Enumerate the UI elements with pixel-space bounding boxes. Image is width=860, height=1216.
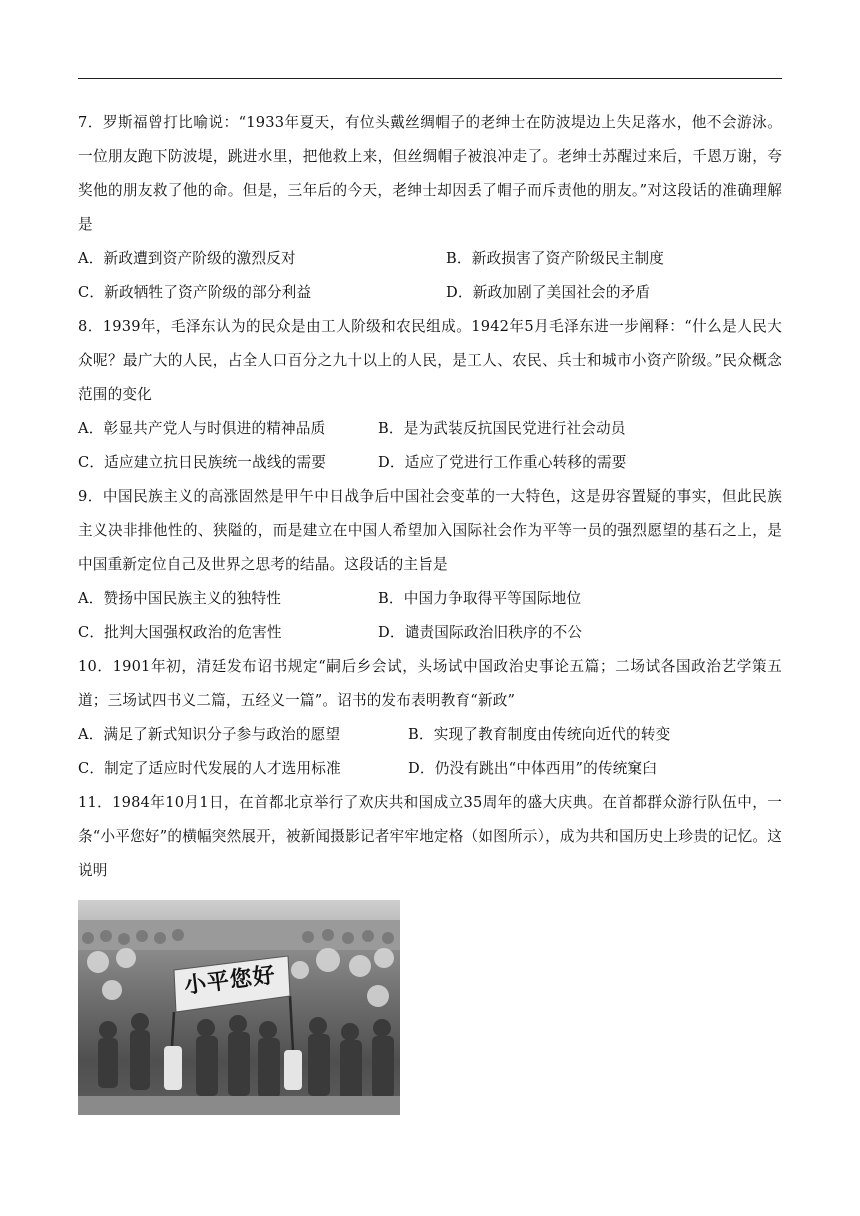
question-number: 7． — [78, 114, 103, 131]
option-b: B．中国力争取得平等国际地位 — [378, 590, 582, 607]
option-b: B．实现了教育制度由传统向近代的转变 — [408, 726, 671, 743]
question-10 — [78, 650, 782, 786]
question-stem: 中国民族主义的高涨固然是甲午中日战争后中国社会变革的一大特色，这是毋容置疑的事实，但此民族主义决非排他性的、狭隘的，而是建立在中国人希望加入国际社会作为平等一员的强烈愿望的基石之上，是中国重新定位自己及世界之思考的结晶。这段话的主旨是 — [78, 488, 782, 573]
option-a: A．彰显共产党人与时俱进的精神品质 — [78, 420, 326, 437]
question-stem: 罗斯福曾打比喻说：“1933年夏天，有位头戴丝绸帽子的老绅士在防波堤边上失足落水，他不会游泳。一位朋友跑下防波堤，跳进水里，把他救上来，但丝绸帽子被浪冲走了。老绅士苏醒过来后，千恩万谢，夸奖他的朋友救了他的命。但是，三年后的今天，老绅士却因丢了帽子而斥责他的朋友。”对这段话的准确理解是 — [78, 114, 782, 233]
option-d: D．谴责国际政治旧秩序的不公 — [378, 624, 583, 641]
option-a: A．新政遭到资产阶级的激烈反对 — [78, 250, 296, 267]
option-b: B．新政损害了资产阶级民主制度 — [446, 250, 665, 267]
options — [78, 412, 782, 480]
question-stem: 1901年初，清廷发布诏书规定“嗣后乡会试，头场试中国政治史事论五篇；二场试各国政治艺学策五道；三场试四书义二篇，五经义一篇”。诏书的发布表明教育“新政” — [78, 658, 782, 709]
option-a: A．赞扬中国民族主义的独特性 — [78, 590, 282, 607]
option-b: B．是为武装反抗国民党进行社会动员 — [378, 420, 626, 437]
header-rule — [78, 78, 782, 79]
parade-photo — [78, 900, 400, 1115]
banner-text: 小平您好 — [182, 962, 278, 1000]
option-d: D．适应了党进行工作重心转移的需要 — [378, 454, 627, 471]
question-stem: 1984年10月1日，在首都北京举行了欢庆共和国成立35周年的盛大庆典。在首都群众游行队伍中，一条“小平您好”的横幅突然展开，被新闻摄影记者牢牢地定格（如图所示），成为共和国历史上珍贵的记忆。这说明 — [78, 794, 782, 879]
question-11 — [78, 786, 782, 1115]
option-c: C．适应建立抗日民族统一战线的需要 — [78, 454, 327, 471]
option-c: C．新政牺牲了资产阶级的部分利益 — [78, 284, 312, 301]
question-number: 10． — [78, 658, 113, 675]
question-number: 11． — [78, 794, 113, 811]
option-a: A．满足了新式知识分子参与政治的愿望 — [78, 726, 341, 743]
option-d: D．新政加剧了美国社会的矛盾 — [446, 284, 651, 301]
options — [78, 242, 782, 310]
question-number: 9． — [78, 488, 103, 505]
option-c: C．制定了适应时代发展的人才选用标准 — [78, 760, 341, 777]
crowd-illustration — [78, 900, 400, 1115]
options — [78, 718, 782, 786]
question-8 — [78, 310, 782, 480]
option-c: C．批判大国强权政治的危害性 — [78, 624, 282, 641]
question-list — [78, 106, 782, 1115]
question-stem: 1939年，毛泽东认为的民众是由工人阶级和农民组成。1942年5月毛泽东进一步阐释：“什么是人民大众呢？最广大的人民，占全人口百分之九十以上的人民，是工人、农民、兵士和城市小资产阶级。”民众概念范围的变化 — [78, 318, 782, 403]
option-d: D．仍没有跳出“中体西用”的传统窠臼 — [408, 760, 658, 777]
question-9 — [78, 480, 782, 650]
options — [78, 582, 782, 650]
question-7 — [78, 106, 782, 310]
question-number: 8． — [78, 318, 103, 335]
